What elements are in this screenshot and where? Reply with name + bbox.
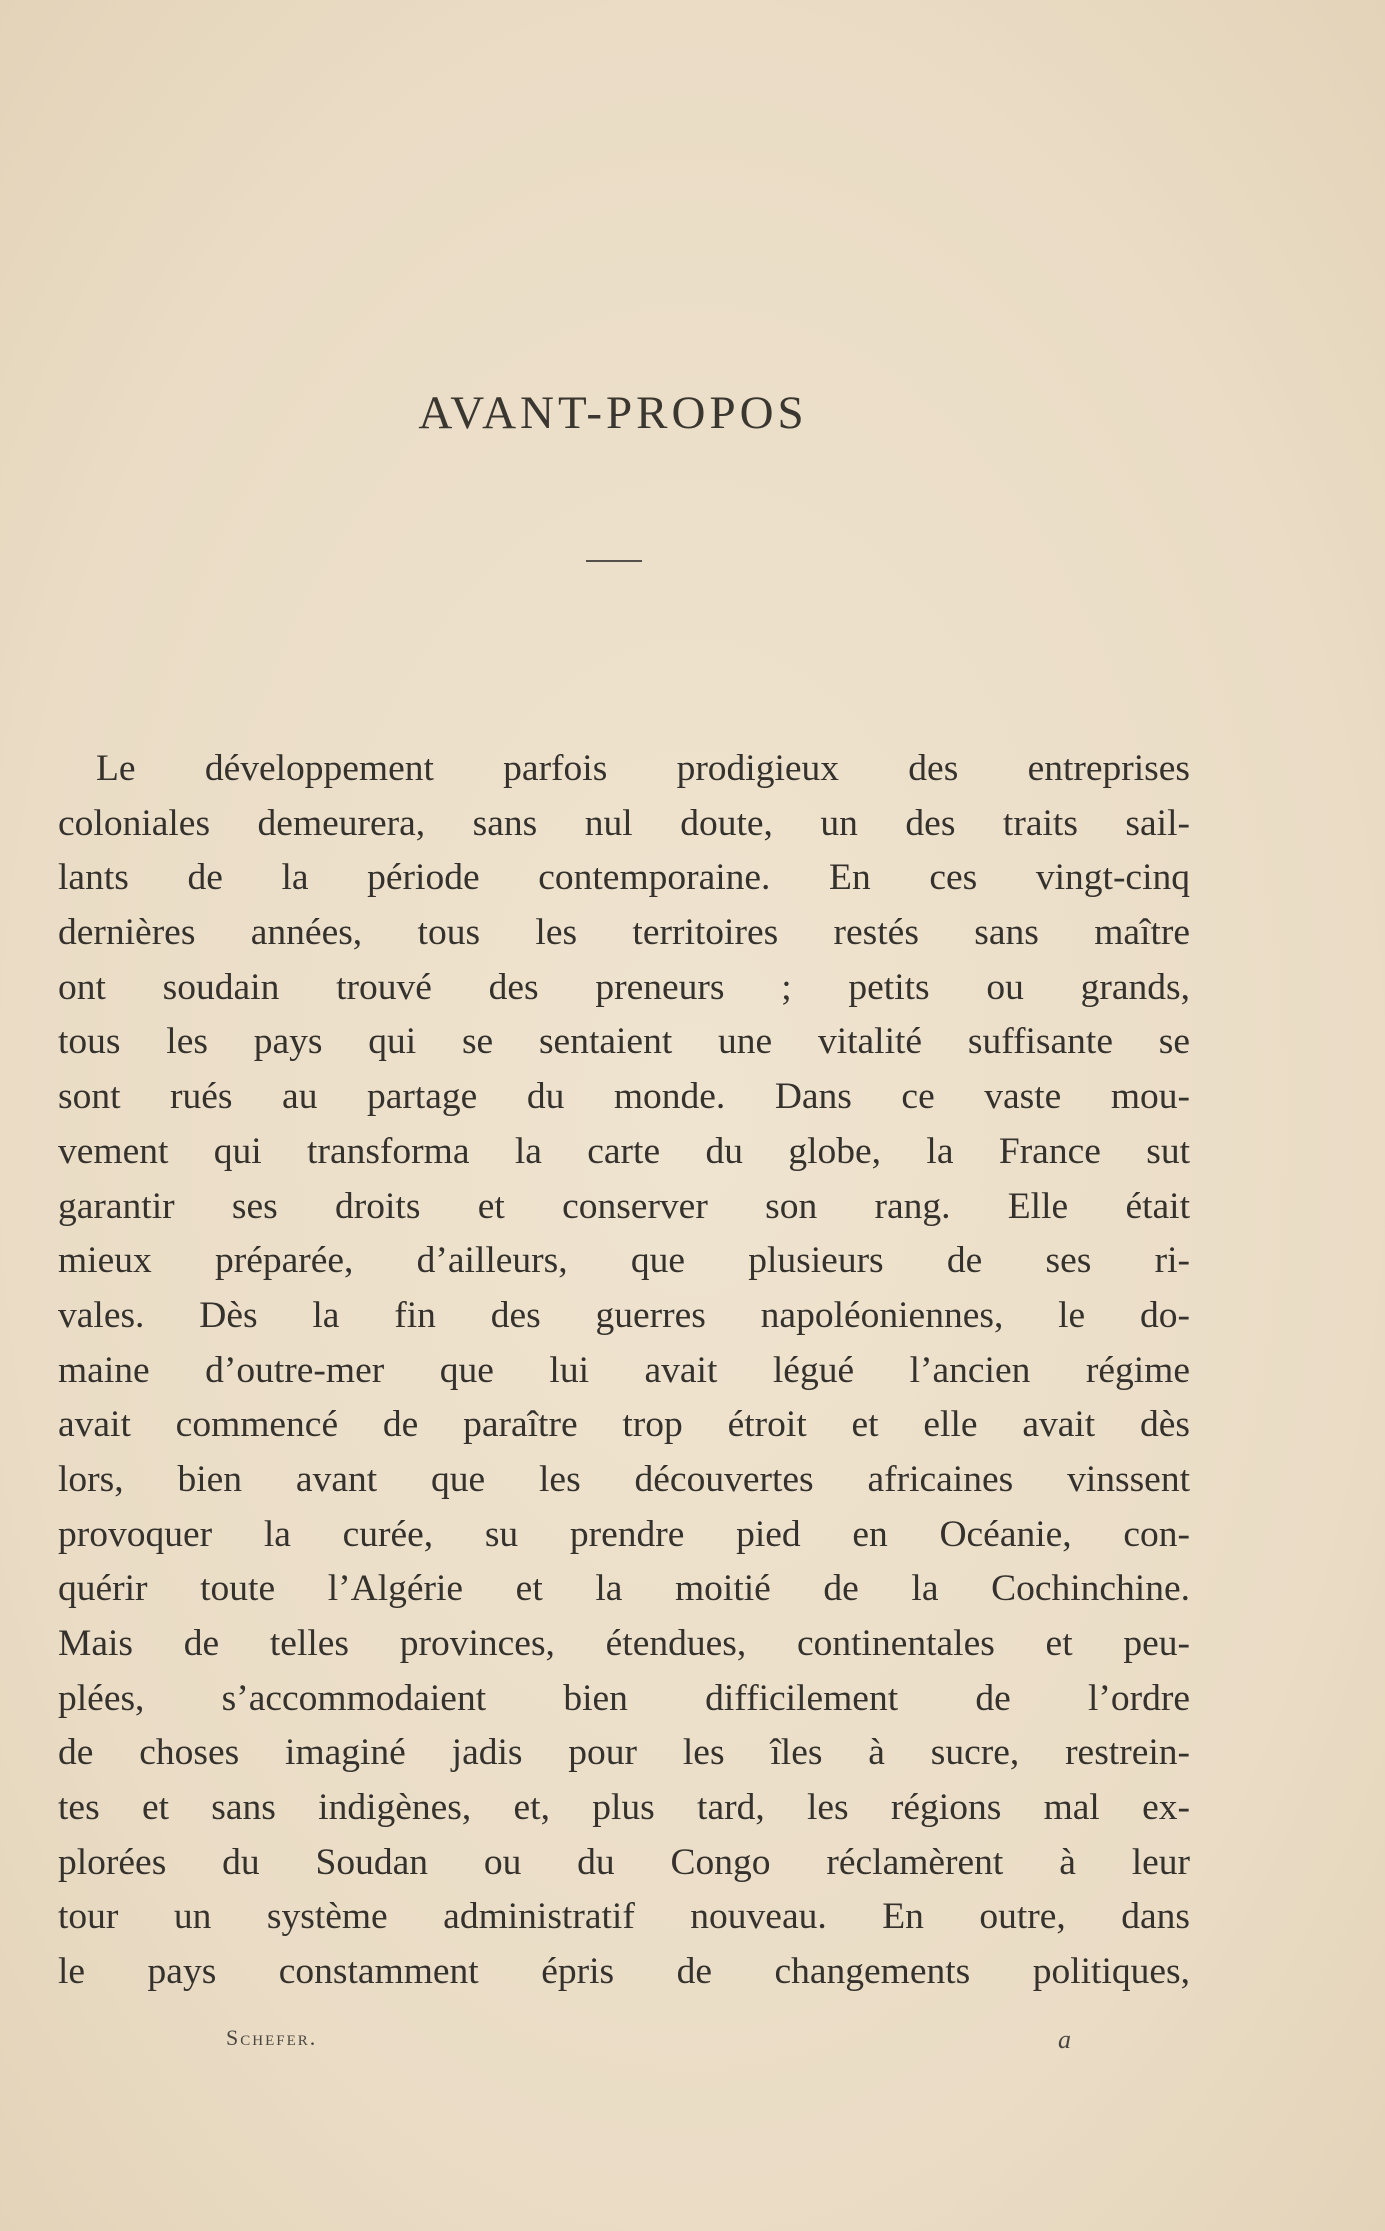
text-line: Le développement parfois prodigieux des entreprises <box>96 748 1190 789</box>
text-line: plées, s’accommodaient bien difficilement de l’ordre <box>58 1677 1190 1719</box>
text-line: de choses imaginé jadis pour les îles à sucre, restrein- <box>58 1732 1190 1774</box>
text-line: vement qui transforma la carte du globe, la France sut <box>58 1130 1190 1172</box>
text-line: plorées du Soudan ou du Congo réclamèrent à leur <box>58 1841 1190 1883</box>
page-title: AVANT-PROPOS <box>418 387 808 439</box>
text-line: avait commencé de paraître trop étroit et elle avait dès <box>58 1404 1190 1446</box>
text-line: provoquer la curée, su prendre pied en Océanie, con- <box>58 1513 1190 1555</box>
text-line: tes et sans indigènes, et, plus tard, les régions mal ex- <box>58 1787 1190 1829</box>
text-line: tous les pays qui se sentaient une vitalité suffisante se <box>58 1021 1190 1063</box>
text-line: le pays constamment épris de changements politiques, <box>58 1951 1190 1993</box>
text-line: dernières années, tous les territoires restés sans maître <box>58 912 1190 954</box>
text-line: sont rués au partage du monde. Dans ce vaste mou- <box>58 1076 1190 1118</box>
author-signature: Schefer. <box>226 2025 318 2050</box>
text-line: quérir toute l’Algérie et la moitié de la Cochinchine. <box>58 1568 1190 1610</box>
text-line: Mais de telles provinces, étendues, continentales et peu- <box>58 1623 1190 1664</box>
text-line: garantir ses droits et conserver son rang. Elle était <box>58 1185 1190 1227</box>
title-rule <box>586 560 642 562</box>
text-line: lors, bien avant que les découvertes africaines vinssent <box>58 1458 1190 1500</box>
text-line: coloniales demeurera, sans nul doute, un des traits sail- <box>58 802 1190 844</box>
text-line: ont soudain trouvé des preneurs ; petits ou grands, <box>58 966 1190 1008</box>
text-line: maine d’outre-mer que lui avait légué l’ancien régime <box>58 1349 1190 1391</box>
signature-mark: a <box>1058 2025 1071 2054</box>
text-line: mieux préparée, d’ailleurs, que plusieurs de ses ri- <box>58 1240 1190 1282</box>
text-line: vales. Dès la fin des guerres napoléoniennes, le do- <box>58 1294 1190 1336</box>
text-line: lants de la période contemporaine. En ces vingt-cinq <box>58 857 1190 899</box>
text-line: tour un système administratif nouveau. En outre, dans <box>58 1896 1190 1938</box>
body-paragraph <box>58 742 1190 2000</box>
